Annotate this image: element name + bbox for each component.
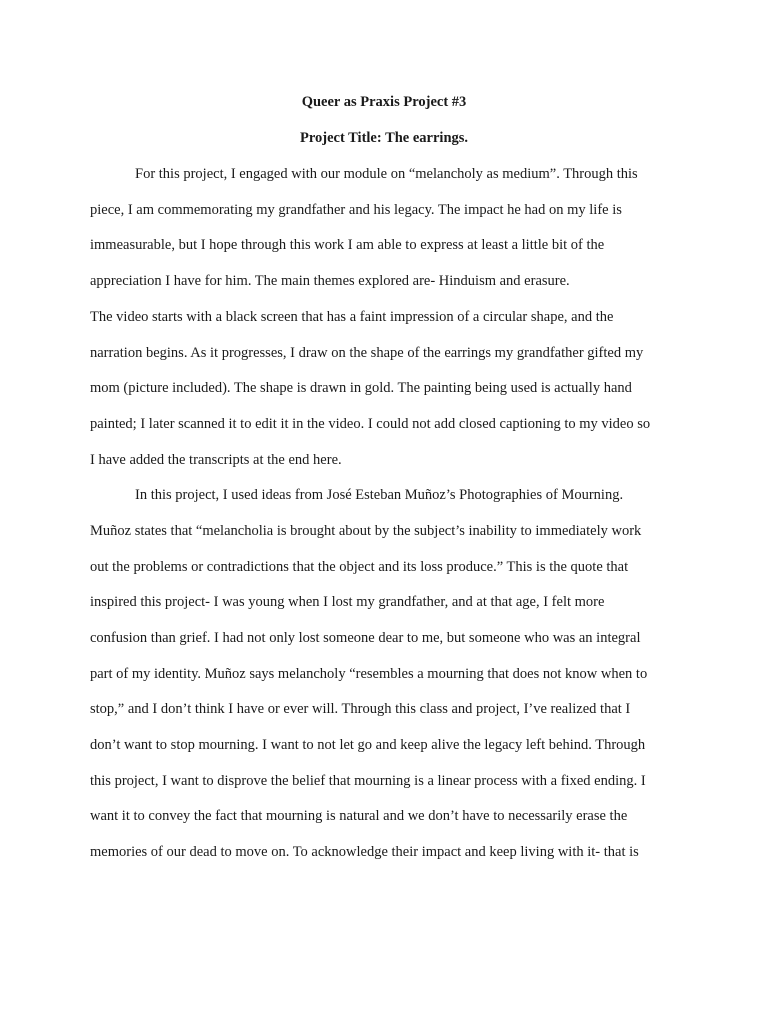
body-line: narration begins. As it progresses, I draw on the shape of the earrings my grandfather gifted my <box>90 345 644 361</box>
body-line: In this project, I used ideas from José Esteban Muñoz’s Photographies of Mourning. <box>135 487 624 503</box>
body-line: want it to convey the fact that mourning is natural and we don’t have to necessarily erase the <box>90 808 628 824</box>
body-line: inspired this project- I was young when I lost my grandfather, and at that age, I felt more <box>90 594 605 610</box>
body-line: For this project, I engaged with our module on “melancholy as medium”. Through this <box>135 166 638 182</box>
project-title: Project Title: The earrings. <box>299 130 469 146</box>
body-line: out the problems or contradictions that the object and its loss produce.” This is the quote that <box>90 559 629 575</box>
body-line: I have added the transcripts at the end here. <box>90 452 342 468</box>
body-line: confusion than grief. I had not only lost someone dear to me, but someone who was an integral <box>90 630 641 646</box>
body-line: part of my identity. Muñoz says melancholy “resembles a mourning that does not know when to <box>90 666 648 682</box>
body-line: The video starts with a black screen that has a faint impression of a circular shape, and the <box>90 309 614 325</box>
body-line: immeasurable, but I hope through this work I am able to express at least a little bit of the <box>90 237 605 253</box>
body-line: appreciation I have for him. The main themes explored are- Hinduism and erasure. <box>90 273 570 289</box>
body-line: stop,” and I don’t think I have or ever will. Through this class and project, I’ve realized that I <box>90 701 631 717</box>
body-line: painted; I later scanned it to edit it in the video. I could not add closed captioning to my video so <box>90 416 651 432</box>
body-line: memories of our dead to move on. To acknowledge their impact and keep living with it- that is <box>90 844 639 860</box>
body-line: Muñoz states that “melancholia is brought about by the subject’s inability to immediately work <box>90 523 642 539</box>
body-line: this project, I want to disprove the belief that mourning is a linear process with a fixed ending. I <box>90 773 646 789</box>
document-heading: Queer as Praxis Project #3 <box>301 94 467 110</box>
body-line: mom (picture included). The shape is drawn in gold. The painting being used is actually hand <box>90 380 632 396</box>
body-line: don’t want to stop mourning. I want to not let go and keep alive the legacy left behind. Through <box>90 737 646 753</box>
body-line: piece, I am commemorating my grandfather and his legacy. The impact he had on my life is <box>90 202 622 218</box>
